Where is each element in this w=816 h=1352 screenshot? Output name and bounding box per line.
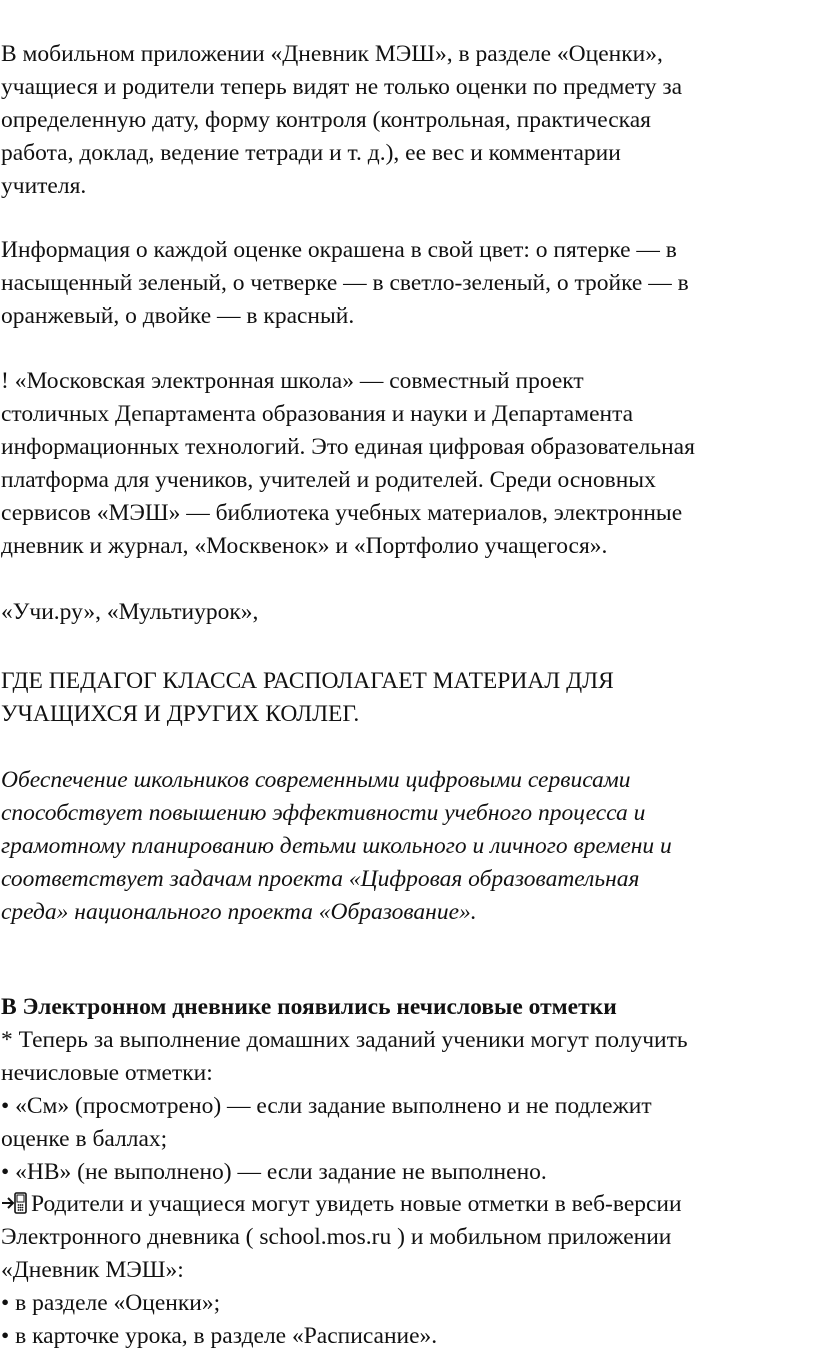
paragraph-4: «Учи.ру», «Мультиурок», xyxy=(1,599,259,625)
paragraph-6-line-2: способствует повышению эффективности учебного процесса и xyxy=(1,800,646,826)
section-line-8: • в разделе «Оценки»; xyxy=(1,1290,221,1316)
paragraph-1-line-3: определенную дату, форму контроля (контрольная, практическая xyxy=(1,107,651,133)
section-icon-line-text: Родители и учащиеся могут увидеть новые отметки в веб-версии xyxy=(31,1191,682,1217)
section-icon-line xyxy=(1,1188,682,1220)
paragraph-3-line-1: ! «Московская электронная школа» — совместный проект xyxy=(1,368,584,394)
section-line-5: • «НВ» (не выполнено) — если задание не выполнено. xyxy=(1,1159,547,1185)
paragraph-2-line-3: оранжевый, о двойке — в красный. xyxy=(1,303,355,329)
section-line-9: • в карточке урока, в разделе «Расписание». xyxy=(1,1323,438,1349)
paragraph-5-line-1: ГДЕ ПЕДАГОГ КЛАССА РАСПОЛАГАЕТ МАТЕРИАЛ ДЛЯ xyxy=(1,668,614,694)
paragraph-1-line-1: В мобильном приложении «Дневник МЭШ», в разделе «Оценки», xyxy=(1,41,663,67)
paragraph-3-line-5: сервисов «МЭШ» — библиотека учебных материалов, электронные xyxy=(1,500,683,526)
paragraph-3-line-2: столичных Департамента образования и науки и Департамента xyxy=(1,401,634,427)
section-line-6: Электронного дневника ( school.mos.ru ) и мобильном приложении xyxy=(1,1224,672,1250)
section-line-7: «Дневник МЭШ»: xyxy=(1,1257,184,1283)
paragraph-1-line-5: учителя. xyxy=(1,173,87,199)
paragraph-6-line-1: Обеспечение школьников современными цифровыми сервисами xyxy=(1,767,631,793)
arrow-phone-icon xyxy=(1,1191,31,1213)
paragraph-6-line-5: среда» национального проекта «Образование». xyxy=(1,899,477,925)
paragraph-2-line-1: Информация о каждой оценке окрашена в свой цвет: о пятерке — в xyxy=(1,237,677,263)
section-line-4: оценке в баллах; xyxy=(1,1126,168,1152)
section-heading: В Электронном дневнике появились нечисловые отметки xyxy=(1,994,617,1020)
paragraph-3-line-4: платформа для учеников, учителей и родителей. Среди основных xyxy=(1,467,656,493)
section-line-3: • «См» (просмотрено) — если задание выполнено и не подлежит xyxy=(1,1093,652,1119)
section-line-1: * Теперь за выполнение домашних заданий ученики могут получить xyxy=(1,1027,688,1053)
paragraph-3-line-3: информационных технологий. Это единая цифровая образовательная xyxy=(1,434,695,460)
paragraph-3-line-6: дневник и журнал, «Москвенок» и «Портфолио учащегося». xyxy=(1,533,608,559)
paragraph-6-line-4: соответствует задачам проекта «Цифровая образовательная xyxy=(1,866,640,892)
paragraph-2-line-2: насыщенный зеленый, о четверке — в светло-зеленый, о тройке — в xyxy=(1,270,689,296)
paragraph-5-line-2: УЧАЩИХСЯ И ДРУГИХ КОЛЛЕГ. xyxy=(1,701,360,727)
paragraph-6-line-3: грамотному планированию детьми школьного и личного времени и xyxy=(1,833,672,859)
paragraph-1-line-2: учащиеся и родители теперь видят не только оценки по предмету за xyxy=(1,74,683,100)
paragraph-1-line-4: работа, доклад, ведение тетради и т. д.), ее вес и комментарии xyxy=(1,140,621,166)
section-line-2: нечисловые отметки: xyxy=(1,1060,213,1086)
